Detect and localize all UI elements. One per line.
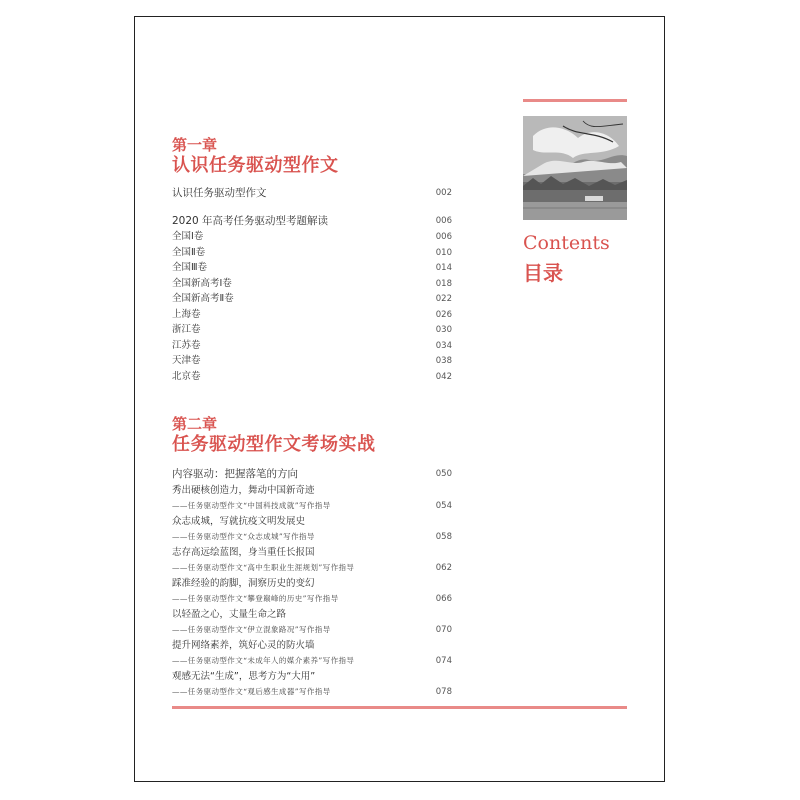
toc-entry[interactable]: 秀出硬核创造力，舞动中国新奇迹 — [172, 485, 315, 496]
contents-heading-zh: 目录 — [523, 261, 563, 285]
toc-entry[interactable]: 上海卷 026 — [172, 309, 452, 320]
chapter2-number: 第二章 — [172, 415, 218, 433]
toc-entry[interactable]: ——任务驱动型作文“伊立混象路况”写作指导 070 — [172, 625, 452, 635]
toc-entry[interactable]: 全国Ⅱ卷 010 — [172, 247, 452, 258]
contents-heading-en: Contents — [523, 232, 610, 254]
toc-entry[interactable]: 众志成城，写就抗疫文明发展史 — [172, 516, 306, 527]
toc-entry[interactable]: 江苏卷 034 — [172, 340, 452, 351]
toc-entry[interactable]: ——任务驱动型作文“攀登巅峰的历史”写作指导 066 — [172, 594, 452, 604]
chapter2-title: 任务驱动型作文考场实战 — [172, 434, 376, 455]
toc-entry[interactable]: 认识任务驱动型作文 002 — [172, 187, 452, 199]
toc-entry[interactable]: 观感无法“生成”，思考方为“大用” — [172, 671, 316, 682]
toc-entry[interactable]: 2020 年高考任务驱动型考题解读 006 — [172, 215, 452, 227]
toc-entry[interactable]: ——任务驱动型作文“众志成城”写作指导 058 — [172, 532, 452, 542]
toc-entry[interactable]: 全国新高考Ⅱ卷 022 — [172, 293, 452, 304]
toc-entry[interactable]: ——任务驱动型作文“未成年人的媒介素养”写作指导 074 — [172, 656, 452, 666]
toc-entry[interactable]: 志存高远绘蓝图，身当重任长报国 — [172, 547, 315, 558]
toc-entry[interactable]: 天津卷 038 — [172, 355, 452, 366]
toc-entry[interactable]: ——任务驱动型作文“高中生职业生涯规划”写作指导 062 — [172, 563, 452, 573]
bottom-accent-line — [172, 706, 627, 709]
toc-entry[interactable]: ——任务驱动型作文“中国科技成就”写作指导 054 — [172, 501, 452, 511]
toc-entry[interactable]: 内容驱动：把握落笔的方向 050 — [172, 468, 452, 480]
toc-entry[interactable]: ——任务驱动型作文“观后感生成器”写作指导 078 — [172, 687, 452, 697]
top-accent-line — [523, 99, 627, 102]
toc-entry[interactable]: 全国Ⅲ卷 014 — [172, 262, 452, 273]
chapter1-title: 认识任务驱动型作文 — [172, 155, 339, 176]
toc-entry[interactable]: 全国新高考Ⅰ卷 018 — [172, 278, 452, 289]
toc-entry[interactable]: 北京卷 042 — [172, 371, 452, 382]
toc-entry[interactable]: 浙江卷 030 — [172, 324, 452, 335]
toc-entry[interactable]: 以轻盈之心，丈量生命之路 — [172, 609, 287, 620]
toc-entry[interactable]: 全国Ⅰ卷 006 — [172, 231, 452, 242]
toc-entry[interactable]: 提升网络素养，筑好心灵的防火墙 — [172, 640, 315, 651]
chapter1-number: 第一章 — [172, 136, 218, 154]
toc-entry[interactable]: 踩准经验的韵脚，洞察历史的变幻 — [172, 578, 315, 589]
landscape-illustration — [523, 116, 627, 220]
